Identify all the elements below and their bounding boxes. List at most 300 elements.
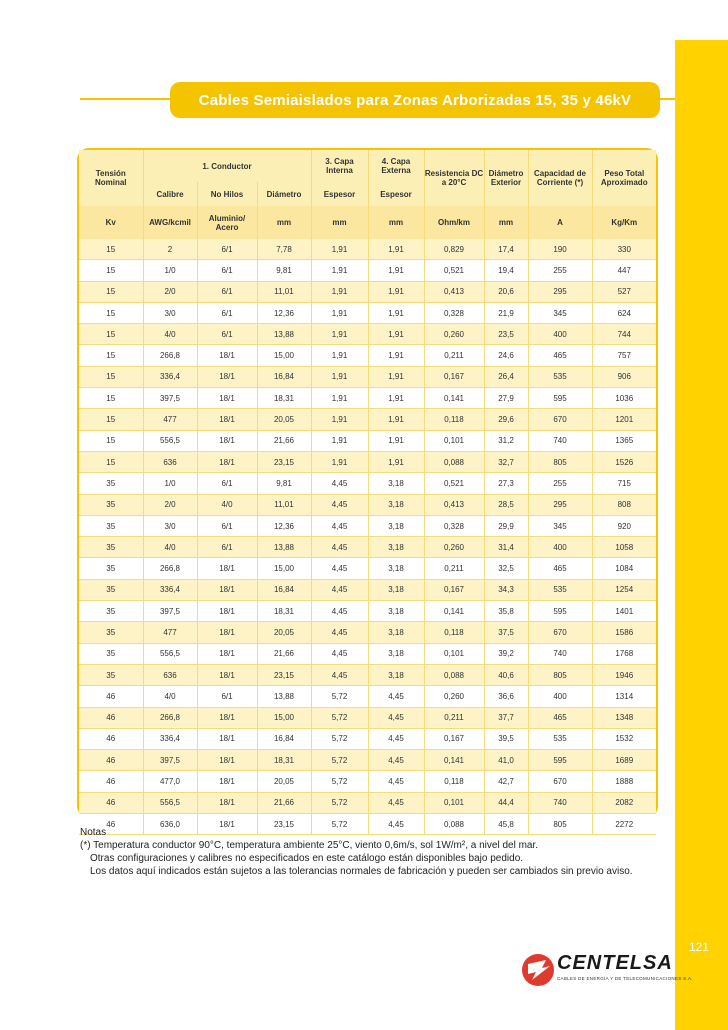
table-cell: 29,6	[484, 409, 528, 430]
table-cell: 5,72	[311, 750, 368, 771]
table-cell: 15	[79, 345, 143, 366]
table-cell: 1768	[592, 643, 656, 664]
table-cell: 1084	[592, 558, 656, 579]
table-cell: 1888	[592, 771, 656, 792]
table-cell: 24,6	[484, 345, 528, 366]
table-cell: 1,91	[368, 281, 424, 302]
table-cell: 0,211	[424, 707, 484, 728]
header-calibre: Calibre	[143, 182, 197, 206]
table-cell: 0,101	[424, 792, 484, 813]
table-cell: 0,088	[424, 451, 484, 472]
table-cell: 27,9	[484, 388, 528, 409]
table-cell: 32,5	[484, 558, 528, 579]
table-cell: 624	[592, 302, 656, 323]
table-cell: 3,18	[368, 579, 424, 600]
table-cell: 336,4	[143, 579, 197, 600]
table-cell: 1036	[592, 388, 656, 409]
table-cell: 4,45	[368, 814, 424, 835]
table-cell: 16,84	[257, 366, 311, 387]
table-cell: 2/0	[143, 281, 197, 302]
table-cell: 0,141	[424, 750, 484, 771]
table-cell: 447	[592, 260, 656, 281]
table-cell: 1058	[592, 537, 656, 558]
unit-cell: mm	[311, 206, 368, 239]
table-cell: 3,18	[368, 515, 424, 536]
table-cell: 1586	[592, 622, 656, 643]
table-cell: 15	[79, 409, 143, 430]
table-cell: 0,328	[424, 515, 484, 536]
table-cell: 0,118	[424, 409, 484, 430]
table-cell: 535	[528, 579, 592, 600]
table-cell: 0,141	[424, 388, 484, 409]
table-cell: 18/1	[197, 558, 257, 579]
table-cell: 255	[528, 260, 592, 281]
table-cell: 670	[528, 622, 592, 643]
table-cell: 4,45	[368, 750, 424, 771]
table-cell: 1,91	[311, 345, 368, 366]
table-cell: 4,45	[368, 792, 424, 813]
table-cell: 1,91	[311, 324, 368, 345]
table-cell: 0,521	[424, 473, 484, 494]
table-cell: 37,5	[484, 622, 528, 643]
table-cell: 15	[79, 366, 143, 387]
table-row	[79, 302, 656, 323]
table-cell: 16,84	[257, 579, 311, 600]
title-rule-left	[80, 98, 180, 100]
table-row	[79, 388, 656, 409]
table-cell: 345	[528, 302, 592, 323]
table-cell: 4,45	[311, 601, 368, 622]
table-cell: 35,8	[484, 601, 528, 622]
table-cell: 740	[528, 643, 592, 664]
table-cell: 4,45	[368, 771, 424, 792]
table-cell: 0,101	[424, 643, 484, 664]
table-cell: 906	[592, 366, 656, 387]
table-cell: 1,91	[368, 260, 424, 281]
table-cell: 18/1	[197, 750, 257, 771]
table-cell: 0,260	[424, 537, 484, 558]
table-cell: 15	[79, 388, 143, 409]
table-row	[79, 473, 656, 494]
table-cell: 15	[79, 281, 143, 302]
table-cell: 2	[143, 239, 197, 260]
table-cell: 266,8	[143, 707, 197, 728]
table-cell: 0,260	[424, 324, 484, 345]
table-cell: 3,18	[368, 664, 424, 685]
brand-tagline: CABLES DE ENERGÍA Y DE TELECOMUNICACIONES S.A.	[557, 976, 693, 981]
table-cell: 46	[79, 792, 143, 813]
table-row	[79, 664, 656, 685]
table-cell: 556,5	[143, 643, 197, 664]
table-cell: 740	[528, 430, 592, 451]
table-cell: 1532	[592, 728, 656, 749]
table-row	[79, 537, 656, 558]
table-cell: 3,18	[368, 643, 424, 664]
table-cell: 36,6	[484, 686, 528, 707]
table-cell: 0,088	[424, 814, 484, 835]
table-cell: 465	[528, 345, 592, 366]
table-cell: 266,8	[143, 345, 197, 366]
table-cell: 45,8	[484, 814, 528, 835]
table-cell: 1,91	[368, 388, 424, 409]
table-cell: 6/1	[197, 515, 257, 536]
table-row	[79, 750, 656, 771]
table-cell: 636,0	[143, 814, 197, 835]
header-capa-interna: 3. Capa Interna	[311, 150, 368, 182]
table-cell: 18/1	[197, 707, 257, 728]
table-cell: 21,66	[257, 430, 311, 451]
table-row	[79, 281, 656, 302]
table-cell: 4,45	[311, 579, 368, 600]
notes-section	[80, 826, 640, 878]
table-cell: 595	[528, 601, 592, 622]
table-cell: 4/0	[143, 537, 197, 558]
table-cell: 0,413	[424, 281, 484, 302]
table-cell: 1,91	[311, 451, 368, 472]
header-resistencia: Resistencia DC a 20°C	[424, 150, 484, 206]
table-row	[79, 345, 656, 366]
table-row	[79, 643, 656, 664]
table-cell: 1,91	[311, 239, 368, 260]
table-cell: 13,88	[257, 537, 311, 558]
table-cell: 46	[79, 814, 143, 835]
table-cell: 556,5	[143, 792, 197, 813]
table-cell: 29,9	[484, 515, 528, 536]
table-row	[79, 601, 656, 622]
table-cell: 808	[592, 494, 656, 515]
table-cell: 46	[79, 750, 143, 771]
table-cell: 397,5	[143, 750, 197, 771]
table-cell: 744	[592, 324, 656, 345]
table-cell: 42,7	[484, 771, 528, 792]
table-cell: 23,15	[257, 664, 311, 685]
table-cell: 1,91	[368, 409, 424, 430]
table-cell: 32,7	[484, 451, 528, 472]
table-cell: 40,6	[484, 664, 528, 685]
table-cell: 5,72	[311, 728, 368, 749]
table-cell: 920	[592, 515, 656, 536]
table-cell: 0,167	[424, 579, 484, 600]
cable-spec-table-frame	[77, 148, 658, 829]
table-cell: 4,45	[368, 707, 424, 728]
table-row	[79, 622, 656, 643]
table-cell: 1201	[592, 409, 656, 430]
table-cell: 18/1	[197, 579, 257, 600]
table-cell: 715	[592, 473, 656, 494]
table-row	[79, 771, 656, 792]
table-cell: 46	[79, 728, 143, 749]
table-cell: 4,45	[368, 686, 424, 707]
table-cell: 3,18	[368, 558, 424, 579]
note-line-1: (*) Temperatura conductor 90°C, temperatura ambiente 25°C, viento 0,6m/s, sol 1W/m², a nivel del mar.	[80, 840, 539, 851]
table-row	[79, 558, 656, 579]
table-cell: 35	[79, 601, 143, 622]
table-row	[79, 707, 656, 728]
header-espesor-interna: Espesor	[311, 182, 368, 206]
table-cell: 336,4	[143, 728, 197, 749]
table-cell: 397,5	[143, 388, 197, 409]
table-cell: 18/1	[197, 622, 257, 643]
page-title: Cables Semiaislados para Zonas Arborizadas 15, 35 y 46kV	[170, 82, 660, 118]
table-cell: 4,45	[311, 643, 368, 664]
table-cell: 1,91	[311, 388, 368, 409]
table-cell: 3,18	[368, 622, 424, 643]
table-cell: 1689	[592, 750, 656, 771]
table-cell: 20,6	[484, 281, 528, 302]
table-cell: 527	[592, 281, 656, 302]
table-row	[79, 451, 656, 472]
table-cell: 6/1	[197, 281, 257, 302]
table-cell: 18/1	[197, 771, 257, 792]
table-cell: 0,521	[424, 260, 484, 281]
table-cell: 2272	[592, 814, 656, 835]
table-cell: 27,3	[484, 473, 528, 494]
table-cell: 465	[528, 558, 592, 579]
table-cell: 35	[79, 622, 143, 643]
table-cell: 465	[528, 707, 592, 728]
table-cell: 1,91	[311, 409, 368, 430]
table-cell: 4,45	[311, 558, 368, 579]
table-cell: 0,211	[424, 558, 484, 579]
table-cell: 3,18	[368, 473, 424, 494]
table-cell: 15,00	[257, 345, 311, 366]
table-cell: 636	[143, 451, 197, 472]
table-row	[79, 324, 656, 345]
table-cell: 35	[79, 473, 143, 494]
table-cell: 4/0	[197, 494, 257, 515]
table-cell: 4/0	[143, 686, 197, 707]
table-cell: 1526	[592, 451, 656, 472]
table-cell: 0,118	[424, 622, 484, 643]
table-cell: 1,91	[368, 451, 424, 472]
table-cell: 0,413	[424, 494, 484, 515]
table-cell: 6/1	[197, 537, 257, 558]
table-cell: 6/1	[197, 302, 257, 323]
brand-name: CENTELSA	[557, 952, 673, 974]
table-cell: 4,45	[311, 537, 368, 558]
table-cell: 18/1	[197, 792, 257, 813]
table-cell: 46	[79, 686, 143, 707]
table-cell: 535	[528, 366, 592, 387]
cable-spec-table	[79, 150, 656, 835]
table-row	[79, 579, 656, 600]
table-cell: 18/1	[197, 601, 257, 622]
table-cell: 23,15	[257, 451, 311, 472]
table-cell: 18/1	[197, 814, 257, 835]
table-cell: 400	[528, 537, 592, 558]
table-cell: 18/1	[197, 388, 257, 409]
table-cell: 7,78	[257, 239, 311, 260]
table-cell: 6/1	[197, 239, 257, 260]
table-row	[79, 430, 656, 451]
table-cell: 20,05	[257, 409, 311, 430]
unit-cell: mm	[257, 206, 311, 239]
table-cell: 18,31	[257, 601, 311, 622]
table-cell: 670	[528, 771, 592, 792]
unit-cell: Aluminio/ Acero	[197, 206, 257, 239]
table-cell: 330	[592, 239, 656, 260]
header-peso: Peso Total Aproximado	[592, 150, 656, 206]
table-cell: 4,45	[311, 473, 368, 494]
table-cell: 4,45	[368, 728, 424, 749]
header-conductor: 1. Conductor	[143, 150, 311, 182]
table-cell: 0,141	[424, 601, 484, 622]
table-cell: 2082	[592, 792, 656, 813]
table-cell: 18/1	[197, 409, 257, 430]
table-cell: 46	[79, 707, 143, 728]
table-row	[79, 409, 656, 430]
table-cell: 1254	[592, 579, 656, 600]
table-cell: 3,18	[368, 537, 424, 558]
unit-cell: mm	[368, 206, 424, 239]
table-cell: 31,2	[484, 430, 528, 451]
table-cell: 18,31	[257, 388, 311, 409]
table-cell: 34,3	[484, 579, 528, 600]
table-cell: 1/0	[143, 260, 197, 281]
note-line-3: Los datos aquí indicados están sujetos a las tolerancias normales de fabricación y pueden ser cambiados sin previo aviso.	[90, 866, 633, 877]
table-cell: 1348	[592, 707, 656, 728]
table-cell: 9,81	[257, 260, 311, 281]
table-cell: 9,81	[257, 473, 311, 494]
table-cell: 23,15	[257, 814, 311, 835]
table-cell: 636	[143, 664, 197, 685]
table-cell: 556,5	[143, 430, 197, 451]
table-row	[79, 366, 656, 387]
table-cell: 39,5	[484, 728, 528, 749]
table-row	[79, 686, 656, 707]
table-cell: 1/0	[143, 473, 197, 494]
table-row	[79, 792, 656, 813]
table-row	[79, 494, 656, 515]
table-cell: 35	[79, 664, 143, 685]
table-cell: 0,167	[424, 366, 484, 387]
table-cell: 3/0	[143, 302, 197, 323]
table-cell: 18,31	[257, 750, 311, 771]
table-cell: 39,2	[484, 643, 528, 664]
table-cell: 18/1	[197, 366, 257, 387]
table-cell: 336,4	[143, 366, 197, 387]
table-cell: 13,88	[257, 324, 311, 345]
table-cell: 670	[528, 409, 592, 430]
table-cell: 15	[79, 239, 143, 260]
table-cell: 15	[79, 430, 143, 451]
table-cell: 17,4	[484, 239, 528, 260]
table-cell: 28,5	[484, 494, 528, 515]
table-cell: 21,66	[257, 643, 311, 664]
table-cell: 21,9	[484, 302, 528, 323]
table-cell: 18/1	[197, 345, 257, 366]
table-cell: 0,118	[424, 771, 484, 792]
header-capa-externa: 4. Capa Externa	[368, 150, 424, 182]
table-cell: 11,01	[257, 494, 311, 515]
side-accent-strip	[675, 40, 728, 1030]
table-cell: 0,088	[424, 664, 484, 685]
table-cell: 15,00	[257, 558, 311, 579]
table-cell: 1,91	[311, 430, 368, 451]
table-cell: 23,5	[484, 324, 528, 345]
table-cell: 0,260	[424, 686, 484, 707]
table-cell: 295	[528, 494, 592, 515]
table-cell: 13,88	[257, 686, 311, 707]
table-cell: 0,328	[424, 302, 484, 323]
table-cell: 35	[79, 494, 143, 515]
table-cell: 595	[528, 388, 592, 409]
notes-heading: Notas	[80, 827, 107, 838]
table-cell: 1314	[592, 686, 656, 707]
table-cell: 1946	[592, 664, 656, 685]
table-cell: 5,72	[311, 792, 368, 813]
header-tension: Tensión Nominal	[79, 150, 143, 206]
table-cell: 5,72	[311, 686, 368, 707]
table-cell: 400	[528, 324, 592, 345]
table-cell: 4,45	[311, 515, 368, 536]
table-cell: 37,7	[484, 707, 528, 728]
table-cell: 6/1	[197, 324, 257, 345]
table-cell: 0,211	[424, 345, 484, 366]
table-cell: 295	[528, 281, 592, 302]
table-cell: 5,72	[311, 771, 368, 792]
table-cell: 3/0	[143, 515, 197, 536]
units-row	[79, 206, 656, 239]
table-cell: 1,91	[311, 302, 368, 323]
table-row	[79, 515, 656, 536]
table-cell: 6/1	[197, 686, 257, 707]
table-cell: 12,36	[257, 302, 311, 323]
table-cell: 18/1	[197, 664, 257, 685]
table-cell: 6/1	[197, 473, 257, 494]
table-cell: 266,8	[143, 558, 197, 579]
table-cell: 4,45	[311, 494, 368, 515]
unit-cell: Ohm/km	[424, 206, 484, 239]
table-cell: 477	[143, 409, 197, 430]
table-cell: 1,91	[368, 366, 424, 387]
table-cell: 18/1	[197, 728, 257, 749]
header-espesor-externa: Espesor	[368, 182, 424, 206]
header-diametro: Diámetro	[257, 182, 311, 206]
table-cell: 397,5	[143, 601, 197, 622]
table-cell: 20,05	[257, 622, 311, 643]
table-cell: 4,45	[311, 664, 368, 685]
table-cell: 35	[79, 537, 143, 558]
header-capacidad: Capacidad de Corriente (*)	[528, 150, 592, 206]
table-cell: 345	[528, 515, 592, 536]
table-cell: 2/0	[143, 494, 197, 515]
table-cell: 1,91	[368, 345, 424, 366]
table-cell: 535	[528, 728, 592, 749]
table-cell: 1,91	[311, 260, 368, 281]
table-cell: 5,72	[311, 707, 368, 728]
page-number: 121	[688, 940, 710, 954]
table-cell: 35	[79, 579, 143, 600]
table-cell: 46	[79, 771, 143, 792]
table-cell: 16,84	[257, 728, 311, 749]
table-cell: 190	[528, 239, 592, 260]
table-cell: 0,829	[424, 239, 484, 260]
table-cell: 477,0	[143, 771, 197, 792]
table-cell: 0,167	[424, 728, 484, 749]
table-cell: 3,18	[368, 494, 424, 515]
table-cell: 255	[528, 473, 592, 494]
table-cell: 26,4	[484, 366, 528, 387]
unit-cell: Kg/Km	[592, 206, 656, 239]
header-diametro-exterior: Diámetro Exterior	[484, 150, 528, 206]
table-cell: 6/1	[197, 260, 257, 281]
table-cell: 35	[79, 515, 143, 536]
table-cell: 1,91	[311, 366, 368, 387]
table-cell: 18/1	[197, 451, 257, 472]
unit-cell: A	[528, 206, 592, 239]
table-cell: 1,91	[368, 239, 424, 260]
